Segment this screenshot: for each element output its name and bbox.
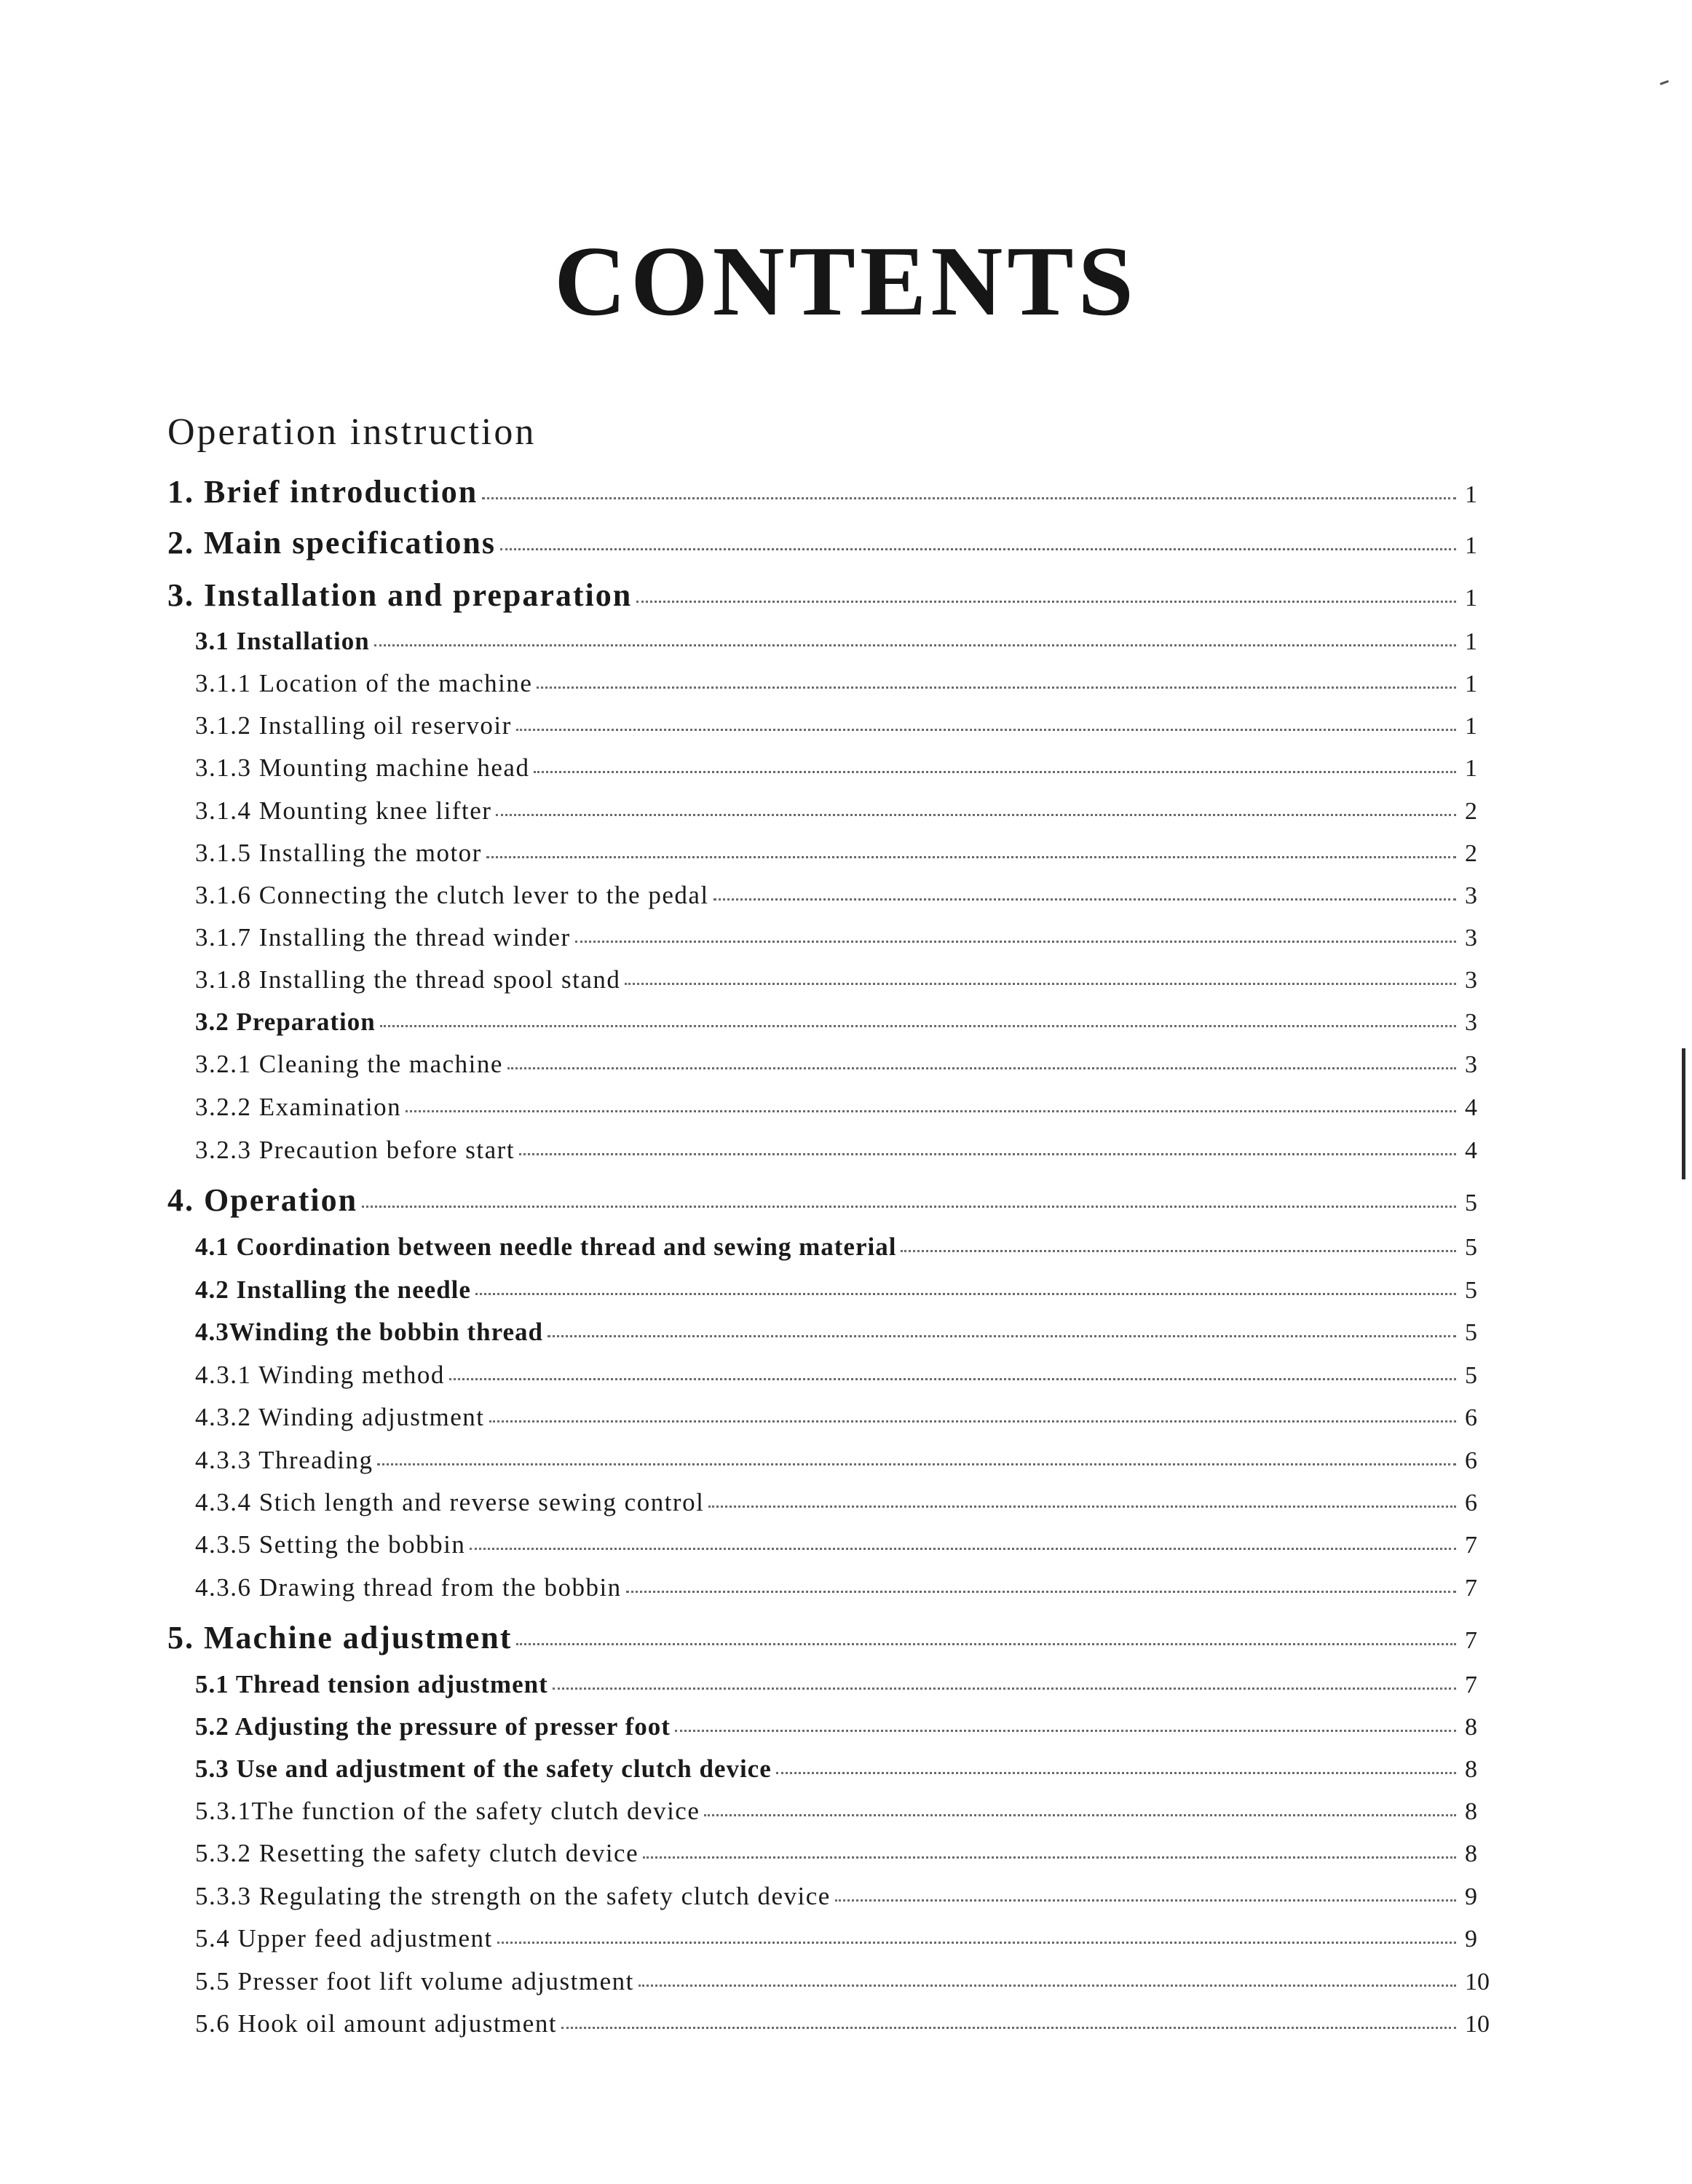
toc-page-number: 8 — [1465, 1714, 1477, 1741]
toc-entry-title: 3.1.4 Mounting knee lifter — [195, 796, 492, 825]
toc-page-number: 10 — [1465, 2011, 1490, 2038]
toc-entry[interactable] — [195, 1969, 1497, 1995]
toc-entry-title: 3.1.5 Installing the motor — [195, 839, 482, 867]
dot-leader — [486, 856, 1456, 858]
toc-entry-title: 3.2 Preparation — [195, 1008, 376, 1036]
toc-entry-title: 4.3.5 Setting the bobbin — [195, 1530, 466, 1559]
dot-leader — [643, 1856, 1456, 1859]
dot-leader — [534, 771, 1456, 773]
toc-page-number: 8 — [1465, 1840, 1477, 1867]
toc-entry-title: 4.1 Coordination between needle thread and sewing material — [195, 1233, 897, 1261]
toc-entry[interactable] — [195, 882, 1497, 909]
toc-entry-title: 2. Main specifications — [167, 525, 496, 561]
toc-entry-title: 3. Installation and preparation — [167, 577, 633, 613]
toc-entry[interactable] — [195, 1234, 1497, 1260]
dot-leader — [675, 1730, 1456, 1732]
toc-entry-title: 5.3 Use and adjustment of the safety clutch device — [195, 1754, 772, 1783]
dot-leader — [537, 687, 1456, 689]
toc-page-number: 7 — [1465, 1627, 1477, 1654]
toc-entry-title: 4.3.6 Drawing thread from the bobbin — [195, 1573, 622, 1602]
toc-page-number: 5 — [1465, 1190, 1477, 1216]
dot-leader — [516, 1643, 1456, 1645]
dot-leader — [626, 1591, 1456, 1593]
toc-page-number: 1 — [1465, 755, 1477, 782]
toc-entry-title: 3.1.7 Installing the thread winder — [195, 923, 571, 951]
toc-entry-title: 3.1.1 Location of the machine — [195, 669, 533, 697]
toc-entry[interactable] — [195, 1404, 1497, 1431]
toc-entry[interactable] — [167, 527, 1497, 559]
toc-page-number: 8 — [1465, 1756, 1477, 1783]
toc-entry-title: 4.3.4 Stich length and reverse sewing control — [195, 1488, 705, 1516]
dot-leader — [835, 1899, 1456, 1902]
toc-entry-title: 4.3.2 Winding adjustment — [195, 1403, 485, 1431]
dot-leader — [575, 941, 1456, 943]
toc-entry[interactable] — [167, 1622, 1497, 1654]
toc-page-number: 1 — [1465, 628, 1477, 655]
toc-entry[interactable] — [167, 1184, 1497, 1216]
dot-leader — [507, 1067, 1456, 1069]
section-heading: Operation instruction — [167, 411, 537, 453]
toc-entry[interactable] — [195, 713, 1497, 739]
toc-page-number: 7 — [1465, 1575, 1477, 1602]
dot-leader — [704, 1814, 1456, 1816]
toc-entry-title: 5.5 Presser foot lift volume adjustment — [195, 1967, 634, 1995]
dot-leader — [475, 1293, 1456, 1295]
toc-entry[interactable] — [195, 755, 1497, 781]
toc-page-number: 5 — [1465, 1277, 1477, 1304]
toc-entry[interactable] — [167, 476, 1497, 508]
toc-entry[interactable] — [195, 1714, 1497, 1740]
dot-leader — [516, 729, 1456, 731]
toc-entry[interactable] — [195, 925, 1497, 951]
toc-entry-title: 4.2 Installing the needle — [195, 1275, 471, 1304]
dot-leader — [625, 983, 1456, 985]
toc-page-number: 1 — [1465, 532, 1477, 559]
toc-entry-title: 5.3.2 Resetting the safety clutch device — [195, 1839, 639, 1867]
toc-page-number: 6 — [1465, 1404, 1477, 1431]
dot-leader — [547, 1335, 1456, 1337]
dot-leader — [362, 1206, 1456, 1208]
dot-leader — [639, 1985, 1456, 1987]
toc-page-number: 9 — [1465, 1883, 1477, 1910]
toc-entry[interactable] — [195, 1009, 1497, 1035]
toc-entry[interactable] — [195, 1447, 1497, 1473]
toc-page-number: 10 — [1465, 1969, 1490, 1995]
toc-page-number: 4 — [1465, 1094, 1477, 1121]
toc-page-number: 1 — [1465, 670, 1477, 697]
toc-entry-title: 5.6 Hook oil amount adjustment — [195, 2009, 558, 2038]
toc-entry[interactable] — [195, 1277, 1497, 1303]
toc-page-number: 9 — [1465, 1926, 1477, 1952]
toc-entry-title: 5.2 Adjusting the pressure of presser foot — [195, 1712, 671, 1741]
toc-entry-title: 3.1.6 Connecting the clutch lever to the pedal — [195, 881, 709, 909]
dot-leader — [553, 1688, 1456, 1690]
dot-leader — [496, 814, 1456, 816]
toc-page-number: 3 — [1465, 967, 1477, 994]
toc-entry-title: 3.1 Installation — [195, 627, 370, 655]
toc-entry-title: 5.1 Thread tension adjustment — [195, 1670, 548, 1698]
dot-leader — [636, 601, 1456, 603]
dot-leader — [489, 1420, 1456, 1423]
toc-page-number: 3 — [1465, 925, 1477, 951]
dot-leader — [449, 1378, 1456, 1380]
toc-entry[interactable] — [167, 579, 1497, 612]
dot-leader — [377, 1463, 1456, 1465]
toc-entry-title: 4.3.3 Threading — [195, 1446, 373, 1474]
toc-entry-title: 5.3.1The function of the safety clutch device — [195, 1797, 700, 1825]
toc-page-number: 4 — [1465, 1137, 1477, 1164]
toc-page-number: 1 — [1465, 481, 1477, 508]
toc-entry[interactable] — [195, 967, 1497, 993]
toc-entry[interactable] — [195, 1051, 1497, 1077]
toc-entry[interactable] — [195, 1575, 1497, 1601]
dot-leader — [901, 1250, 1456, 1252]
toc-entry-title: 1. Brief introduction — [167, 474, 478, 510]
toc-page-number: 3 — [1465, 1051, 1477, 1078]
toc-entry[interactable] — [195, 1926, 1497, 1952]
toc-entry-title: 4. Operation — [167, 1182, 358, 1218]
toc-entry-title: 3.2.3 Precaution before start — [195, 1136, 515, 1164]
toc-page-number: 5 — [1465, 1319, 1477, 1346]
toc-entry[interactable] — [195, 1840, 1497, 1867]
toc-entry-title: 3.2.2 Examination — [195, 1093, 402, 1121]
toc-page-number: 2 — [1465, 798, 1477, 825]
toc-entry-title: 5. Machine adjustment — [167, 1620, 513, 1655]
dot-leader — [470, 1548, 1456, 1550]
toc-page-number: 5 — [1465, 1362, 1477, 1389]
toc-entry[interactable] — [195, 798, 1497, 824]
dot-leader — [406, 1110, 1456, 1112]
toc-page-number: 7 — [1465, 1671, 1477, 1698]
toc-entry[interactable] — [195, 1362, 1497, 1388]
toc-entry[interactable] — [195, 1489, 1497, 1516]
toc-page-number: 5 — [1465, 1234, 1477, 1261]
toc-page-number: 6 — [1465, 1489, 1477, 1516]
dot-leader — [380, 1025, 1456, 1027]
dot-leader — [497, 1942, 1456, 1944]
dot-leader — [713, 898, 1456, 901]
dot-leader — [708, 1506, 1456, 1508]
toc-entry-title: 3.1.2 Installing oil reservoir — [195, 711, 512, 740]
toc-entry-title: 4.3Winding the bobbin thread — [195, 1318, 543, 1346]
toc-entry[interactable] — [195, 1094, 1497, 1120]
toc-entry[interactable] — [195, 1798, 1497, 1824]
dot-leader — [500, 548, 1456, 550]
toc-entry[interactable] — [195, 1883, 1497, 1910]
dot-leader — [374, 644, 1456, 646]
toc-page-number: 3 — [1465, 1009, 1477, 1036]
dot-leader — [519, 1153, 1456, 1155]
toc-entry-title: 3.1.8 Installing the thread spool stand — [195, 965, 621, 994]
toc-entry-title: 3.1.3 Mounting machine head — [195, 753, 530, 782]
toc-entry-title: 3.2.1 Cleaning the machine — [195, 1050, 503, 1078]
scan-artifact-edge-line — [1682, 1048, 1685, 1179]
toc-entry[interactable] — [195, 1532, 1497, 1558]
dot-leader — [561, 2027, 1456, 2029]
toc-entry[interactable] — [195, 628, 1497, 654]
toc-page-number: 1 — [1465, 713, 1477, 740]
toc-entry-title: 4.3.1 Winding method — [195, 1361, 445, 1389]
toc-page-number: 1 — [1465, 585, 1477, 612]
toc-page-number: 3 — [1465, 882, 1477, 909]
toc-entry[interactable] — [195, 1319, 1497, 1345]
toc-entry[interactable] — [195, 1137, 1497, 1163]
toc-entry-title: 5.3.3 Regulating the strength on the safety clutch device — [195, 1882, 831, 1910]
toc-entry[interactable] — [195, 1671, 1497, 1698]
toc-entry-title: 5.4 Upper feed adjustment — [195, 1924, 493, 1952]
toc-entry[interactable] — [195, 840, 1497, 866]
toc-page-number: 6 — [1465, 1447, 1477, 1474]
dot-leader — [776, 1772, 1456, 1774]
toc-entry[interactable] — [195, 1756, 1497, 1782]
toc-page-number: 7 — [1465, 1532, 1477, 1559]
toc-entry[interactable] — [195, 670, 1497, 697]
dot-leader — [482, 497, 1456, 499]
toc-entry[interactable] — [195, 2011, 1497, 2037]
toc-page-number: 2 — [1465, 840, 1477, 867]
toc-page-number: 8 — [1465, 1798, 1477, 1825]
page-title: CONTENTS — [554, 226, 1138, 336]
